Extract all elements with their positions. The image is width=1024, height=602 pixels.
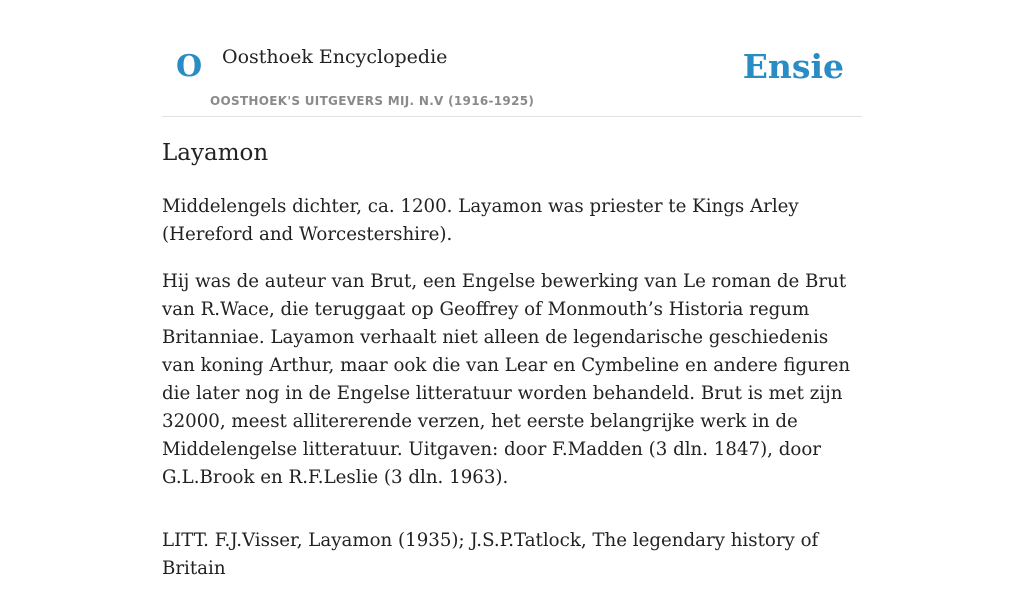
literature-paragraph: LITT. F.J.Visser, Layamon (1935); J.S.P.Tatlock, The legendary history of Britain bbox=[162, 530, 819, 579]
site-header bbox=[162, 0, 862, 117]
site-title[interactable]: Oosthoek Encyclopedie bbox=[222, 46, 448, 68]
logo-icon[interactable]: O bbox=[176, 49, 203, 84]
page bbox=[162, 0, 862, 579]
article-paragraph: Hij was de auteur van Brut, een Engelse bewerking van Le roman de Brut van R.Wace, die teruggaat op Geoffrey of Monmouth’s Historia regum Britanniae. Layamon verhaalt niet alleen de legendarische geschiedenis van koning Arthur, maar ook die van Lear en Cymbeline en andere figuren die later nog in de Engelse litteratuur worden behandeld. Brut is met zijn 32000, meest allitererende verzen, het eerste belangrijke werk in de Middelengelse litteratuur. Uitgaven: door F.Madden (3 dln. 1847), door G.L.Brook en R.F.Leslie (3 dln. 1963). bbox=[162, 271, 851, 488]
article-body bbox=[162, 193, 862, 602]
site-subtitle: OOSTHOEK'S UITGEVERS MIJ. N.V (1916-1925) bbox=[210, 94, 535, 108]
brand-link[interactable]: Ensie bbox=[742, 47, 844, 86]
article-title: Layamon bbox=[162, 140, 269, 166]
article-paragraph: Middelengels dichter, ca. 1200. Layamon was priester te Kings Arley (Hereford and Worcestershire). bbox=[162, 196, 799, 245]
